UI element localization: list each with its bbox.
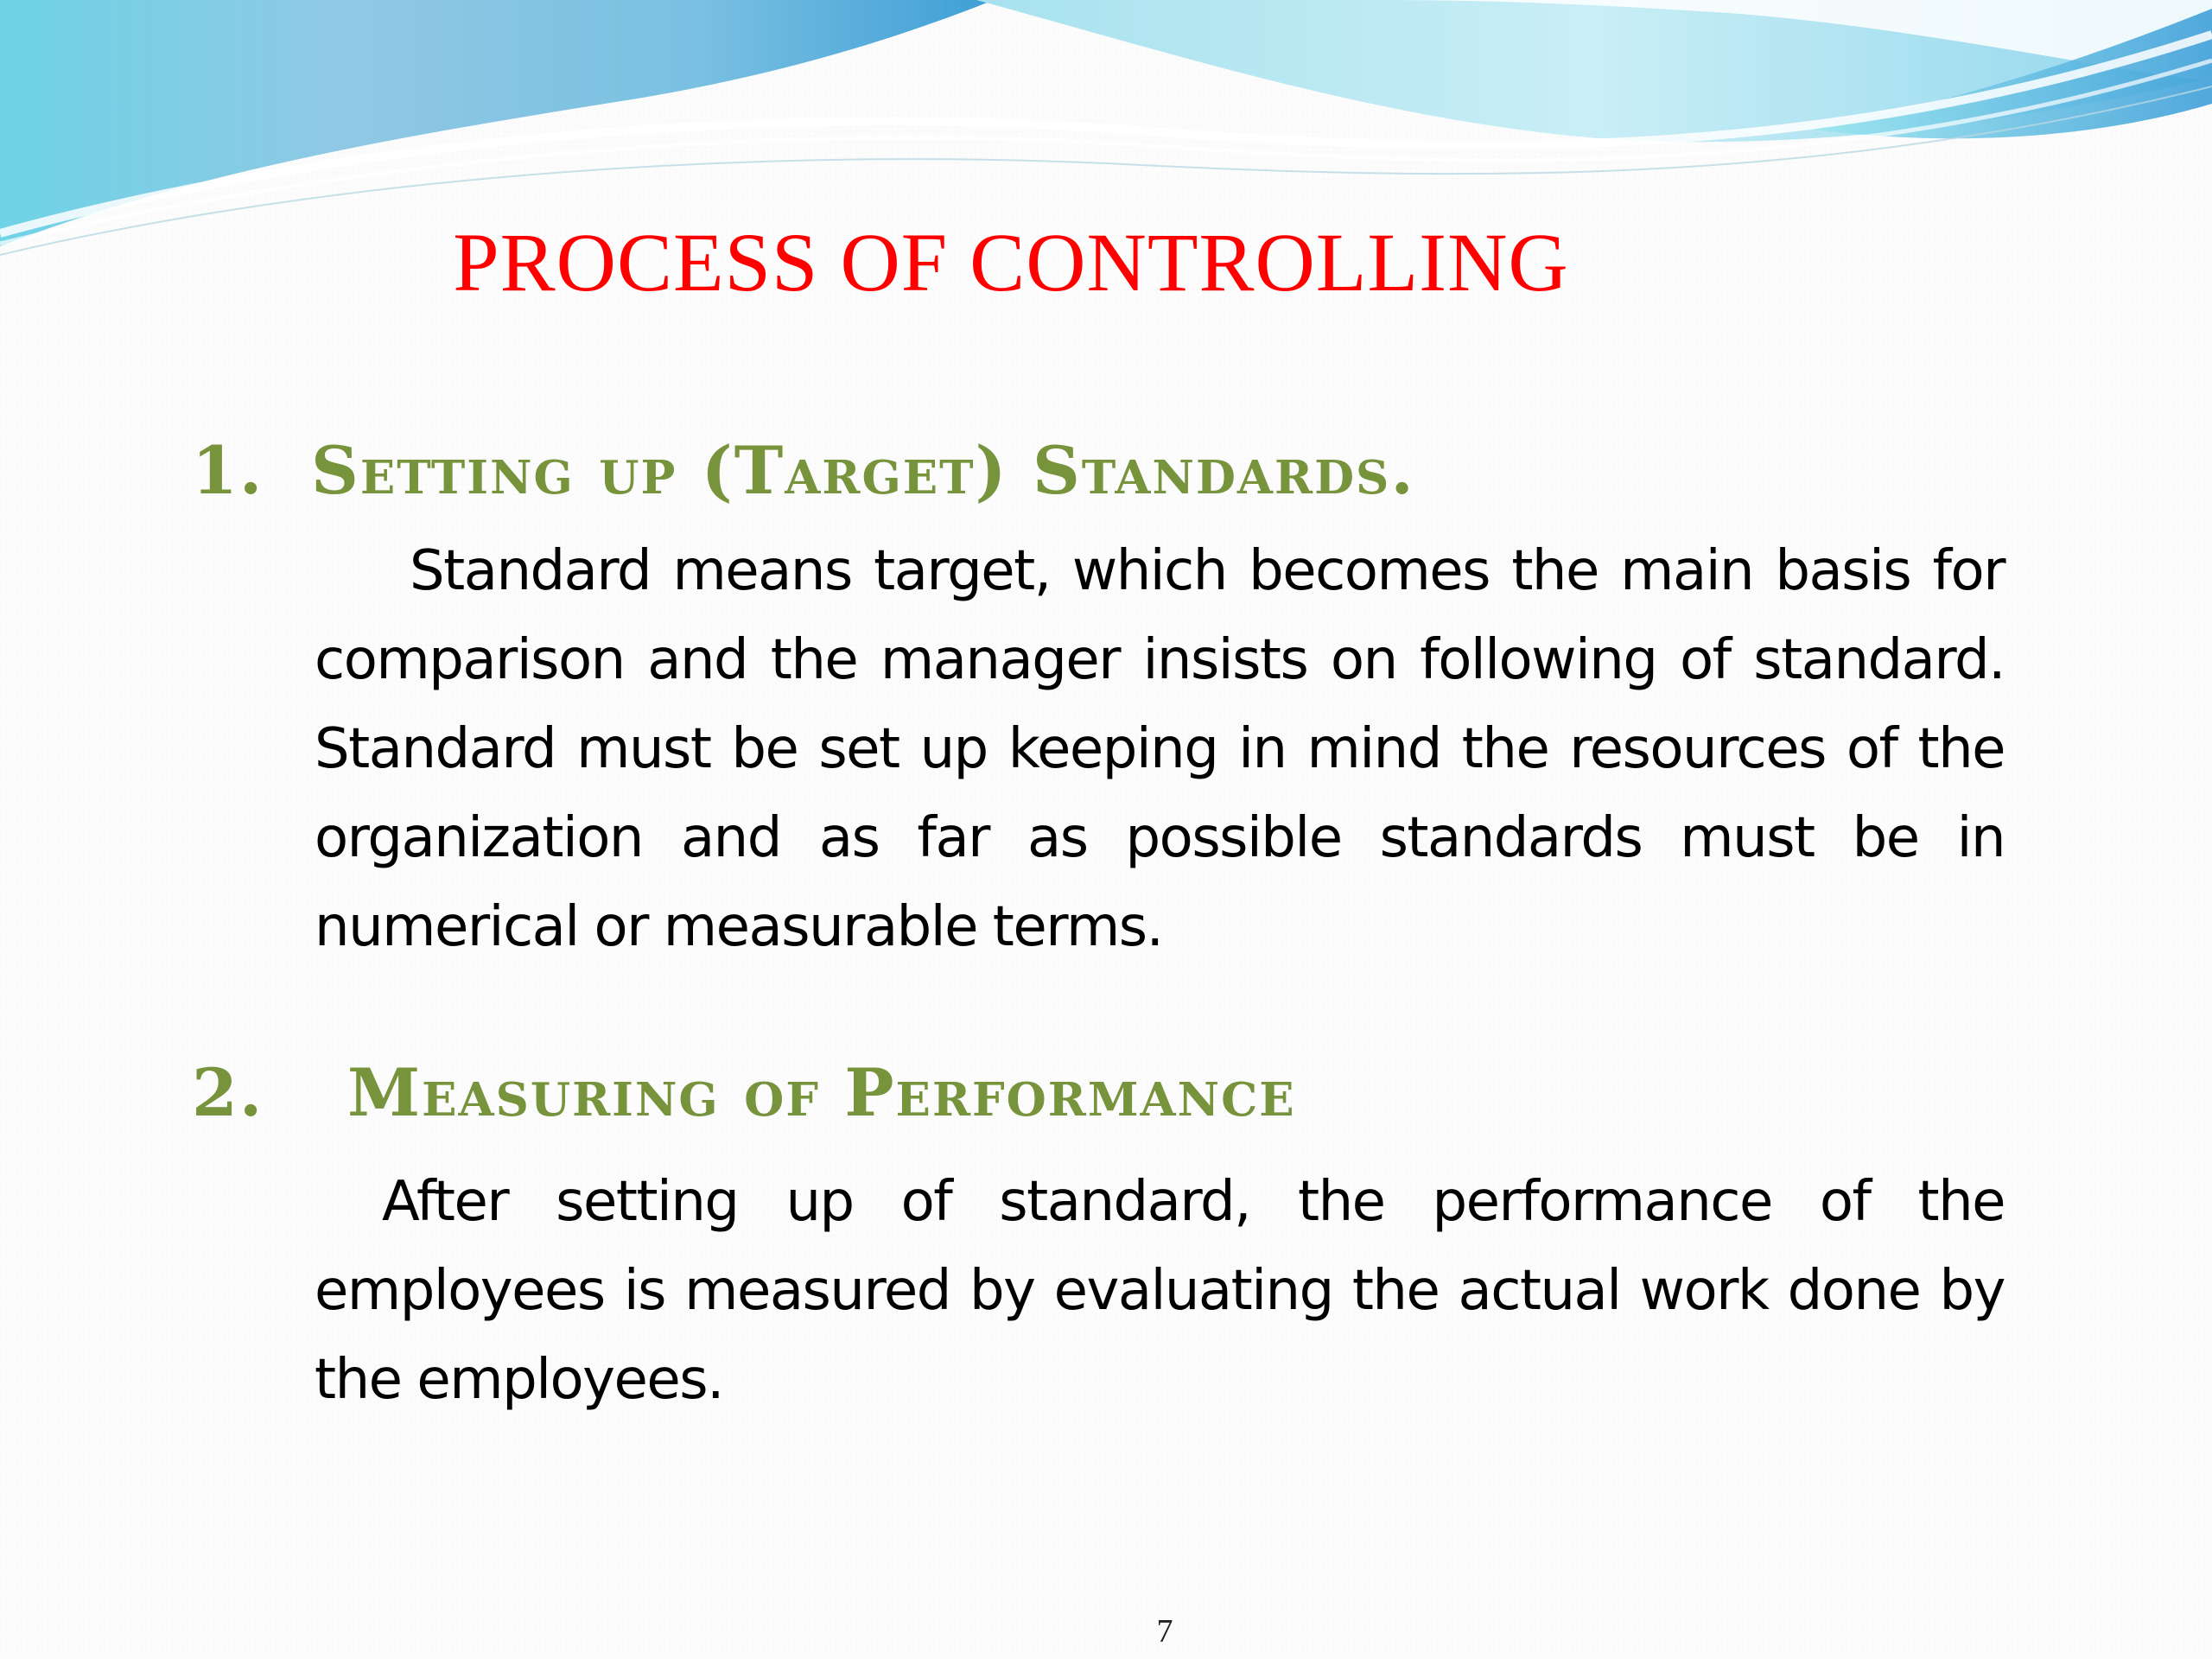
- section-2-heading-text: Measuring of Performance: [347, 1054, 1296, 1131]
- section-1-heading: [192, 432, 1415, 509]
- section-1-number: 1.: [192, 432, 264, 509]
- section-2-heading: [192, 1054, 1296, 1131]
- section-2-number: 2.: [192, 1054, 264, 1131]
- section-1-body: Standard means target, which becomes the main basis for comparison and the manager insists on following of standard. Standard must be set up keeping in mind the resources of the organization and as far as possible standards must be in numerical or measurable terms.: [315, 539, 2005, 959]
- section-2-body: After setting up of standard, the performance of the employees is measured by evaluating the actual work done by the employees.: [315, 1170, 2005, 1412]
- page-number: 7: [1156, 1613, 1173, 1649]
- slide-title: PROCESS OF CONTROLLING: [453, 216, 1569, 308]
- section-1-heading-text: Setting up (Target) Standards.: [311, 432, 1415, 509]
